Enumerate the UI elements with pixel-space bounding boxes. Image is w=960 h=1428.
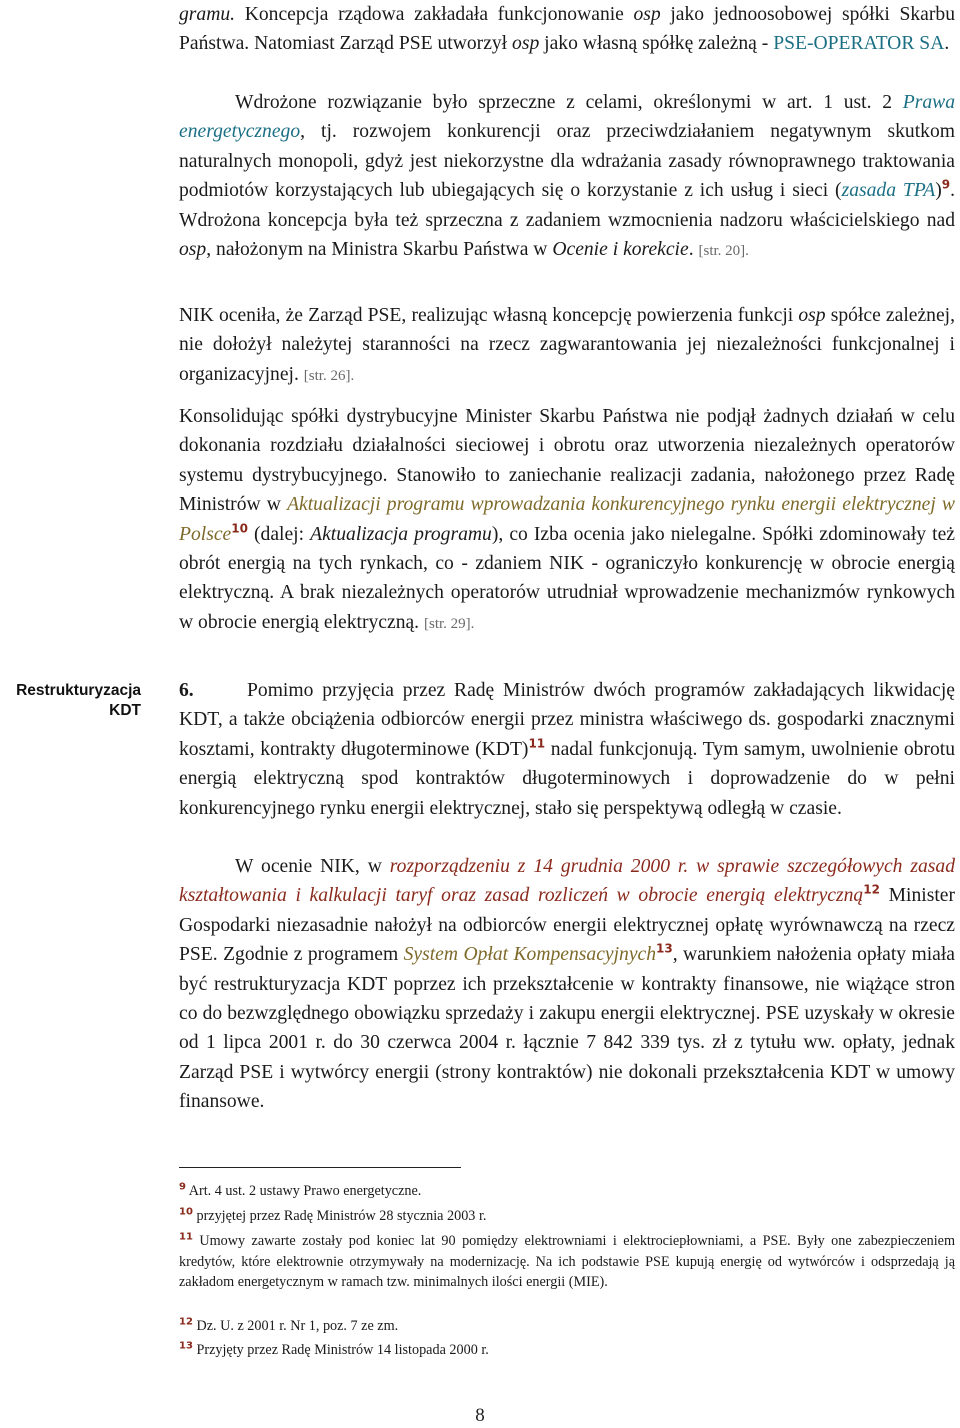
footnote-12: [179, 1316, 955, 1337]
paragraph-number: 6.: [179, 680, 194, 701]
footnote-13: [179, 1340, 955, 1361]
paragraph-5: [179, 676, 955, 823]
footnote-text: Przyjęty przez Radę Ministrów 14 listopada 2000 r.: [192, 1342, 489, 1358]
tpa-link[interactable]: zasada TPA: [841, 180, 936, 202]
page-reference: [str. 29].: [423, 615, 475, 632]
footnote-ref-10[interactable]: 10: [231, 521, 248, 536]
footnote-separator: [179, 1167, 461, 1168]
text-fragment: .: [944, 33, 950, 55]
text-fragment: NIK oceniła, że Zarząd PSE, realizując własną koncepcję powierzenia funkcji: [179, 305, 799, 326]
footnote-ref-13[interactable]: 13: [656, 941, 673, 956]
footnote-10: [179, 1206, 955, 1227]
footnote-number: 12: [179, 1316, 193, 1328]
term-osp: osp: [798, 305, 826, 326]
paragraph-1: [179, 0, 955, 59]
text-fragment: . Wdrożona koncepcja była też sprzeczna z zadaniem wzmocnienia nadzoru właścicielskiego nad: [179, 180, 955, 231]
document-title: Ocenie i korekcie: [552, 239, 689, 261]
term-osp: osp: [633, 4, 661, 25]
footnote-text: Dz. U. z 2001 r. Nr 1, poz. 7 ze zm.: [192, 1318, 399, 1334]
regulation-reference-link[interactable]: rozporządzeniu z 14 grudnia 2000 r. w sprawie szczegółowych zasad kształtowania i kalkulacji taryf oraz zasad rozliczeń w obrocie energią elektryczną: [179, 856, 956, 907]
text-fragment: nadal funkcjonują. Tym samym, uwolnienie obrotu energią elektryczną spod kontraktów długoterminowych i doprowadzenie do w pełni konkurencyjnego rynku energii elektrycznej, stało się perspektywą odległą w czasie.: [179, 738, 956, 819]
text-fragment: , warunkiem nałożenia opłaty miała być restrukturyzacja KDT poprzez ich przekształcenie w kontrakty finansowe, nie wiążące stron co do bezwzględnego obowiązku sprzedaży i zakupu energii elektrycznej. PSE uzyskały w okresie od 1 lipca 2001 r. do 30 czerwca 2004 r. łącznie 7 842 339 tys. zł z tytułu ww. opłaty, jednak Zarząd PSE i wytwórcy energii (strony kontraktów) nie dokonali przekształcenia KDT w umowy finansowe.: [179, 944, 955, 1113]
page-number: 8: [475, 1405, 485, 1426]
program-reference-link[interactable]: Aktualizacji programu wprowadzania konkurencyjnego rynku energii elektrycznej w Polsce: [179, 494, 955, 545]
margin-heading: [0, 681, 141, 721]
footnote-number: 10: [179, 1206, 193, 1218]
company-link[interactable]: PSE-OPERATOR SA: [773, 33, 945, 55]
text-fragment: ): [935, 180, 942, 202]
footnote-text: przyjętej przez Radę Ministrów 28 stycznia 2003 r.: [192, 1208, 487, 1224]
law-reference-link[interactable]: Prawa energetycznego: [179, 92, 955, 143]
paragraph-4: [179, 402, 955, 639]
footnote-9: [179, 1181, 955, 1202]
paragraph-3: [179, 301, 955, 391]
term-osp: osp: [512, 33, 540, 55]
text-fragment: jako własną spółkę zależną -: [539, 33, 774, 55]
text-fragment: .: [688, 239, 699, 261]
program-reference-link[interactable]: System Opłat Kompensacyjnych: [403, 944, 657, 966]
text-fragment: , nałożonym na Ministra Skarbu Państwa w: [206, 239, 553, 261]
footnote-number: 11: [179, 1231, 193, 1243]
text-fragment: jako jednoosobowej spółki Skarbu Państwa. Natomiast Zarząd PSE utworzył: [179, 4, 955, 55]
text-fragment: spółce zależnej, nie dołożył należytej staranności na rzecz zagwarantowania jej niezależności funkcjonalnej i organizacyjnej.: [179, 305, 955, 385]
paragraph-6: [179, 852, 955, 1117]
text-fragment: W ocenie NIK, w: [235, 856, 390, 877]
text-fragment: ), co Izba ocenia jako nielegalne. Spółki zdominowały też obrót energią na tych rynkach, co - zdaniem NIK - ograniczyło konkurencję w obrocie energią elektryczną. A brak niezależnych operatorów utrudniał wprowadzenie mechanizmów rynkowych w obrocie energią elektryczną.: [179, 523, 955, 633]
footnote-number: 13: [179, 1340, 193, 1352]
footnote-11: [179, 1231, 955, 1293]
program-short-name: Aktualizacja programu: [310, 523, 492, 545]
footnote-ref-9[interactable]: 9: [941, 177, 951, 192]
term-osp: osp: [179, 239, 207, 261]
text-fragment: gramu.: [179, 4, 236, 25]
footnote-text: Art. 4 ust. 2 ustawy Prawo energetyczne.: [185, 1183, 422, 1199]
page-reference: [str. 20].: [698, 243, 749, 260]
footnote-text: Umowy zawarte zostały pod koniec lat 90 pomiędzy elektrowniami i elektrociepłowniami, a PSE. Były one zabezpieczeniem kredytów, które elektrownie otrzymywały na modernizację. Na ich podstawie PSE kupują energię od wytwórców i odsprzedają ją zakładom energetycznym w ramach tzw. minimalnych ilości energii (MIE).: [179, 1233, 955, 1290]
text-fragment: Minister Gospodarki niezasadnie nałożył na odbiorców energii elektrycznej opłatę wyrównawczą na rzecz PSE. Zgodnie z programem: [179, 885, 956, 966]
text-fragment: Konsolidując spółki dystrybucyjne Minister Skarbu Państwa nie podjął żadnych działań w celu dokonania rozdziału działalności sieciowej i obrotu oraz utworzenia niezależnych operatorów systemu dystrybucyjnego. Stanowiło to zaniechanie realizacji zadania, nałożonego przez Radę Ministrów w: [179, 406, 955, 516]
margin-heading-line: KDT: [109, 702, 141, 719]
text-fragment: , tj. rozwojem konkurencji oraz przeciwdziałaniem negatywnym skutkom naturalnych monopoli, gdyż jest niekorzystne dla wdrażania zasady równoprawnego traktowania podmiotów korzystających lub ubiegających się o korzystanie z ich usług i sieci (: [179, 121, 955, 202]
footnote-ref-12[interactable]: 12: [863, 882, 880, 897]
paragraph-2: [179, 88, 955, 266]
text-fragment: Pomimo przyjęcia przez Radę Ministrów dwóch programów zakładających likwidację KDT, a także obciążenia odbiorców energii przez ministra właściwego ds. gospodarki znacznymi kosztami, kontrakty długoterminowe (KDT): [179, 680, 955, 760]
text-fragment: (dalej:: [247, 523, 311, 545]
margin-heading-line: Restrukturyzacja: [16, 682, 141, 699]
page-reference: [str. 26].: [303, 367, 355, 384]
footnote-ref-11[interactable]: 11: [528, 736, 546, 751]
text-fragment: Wdrożone rozwiązanie było sprzeczne z celami, określonymi w art. 1 ust. 2: [235, 92, 903, 113]
text-fragment: Koncepcja rządowa zakładała funkcjonowanie: [235, 4, 634, 25]
footnote-number: 9: [179, 1181, 186, 1193]
